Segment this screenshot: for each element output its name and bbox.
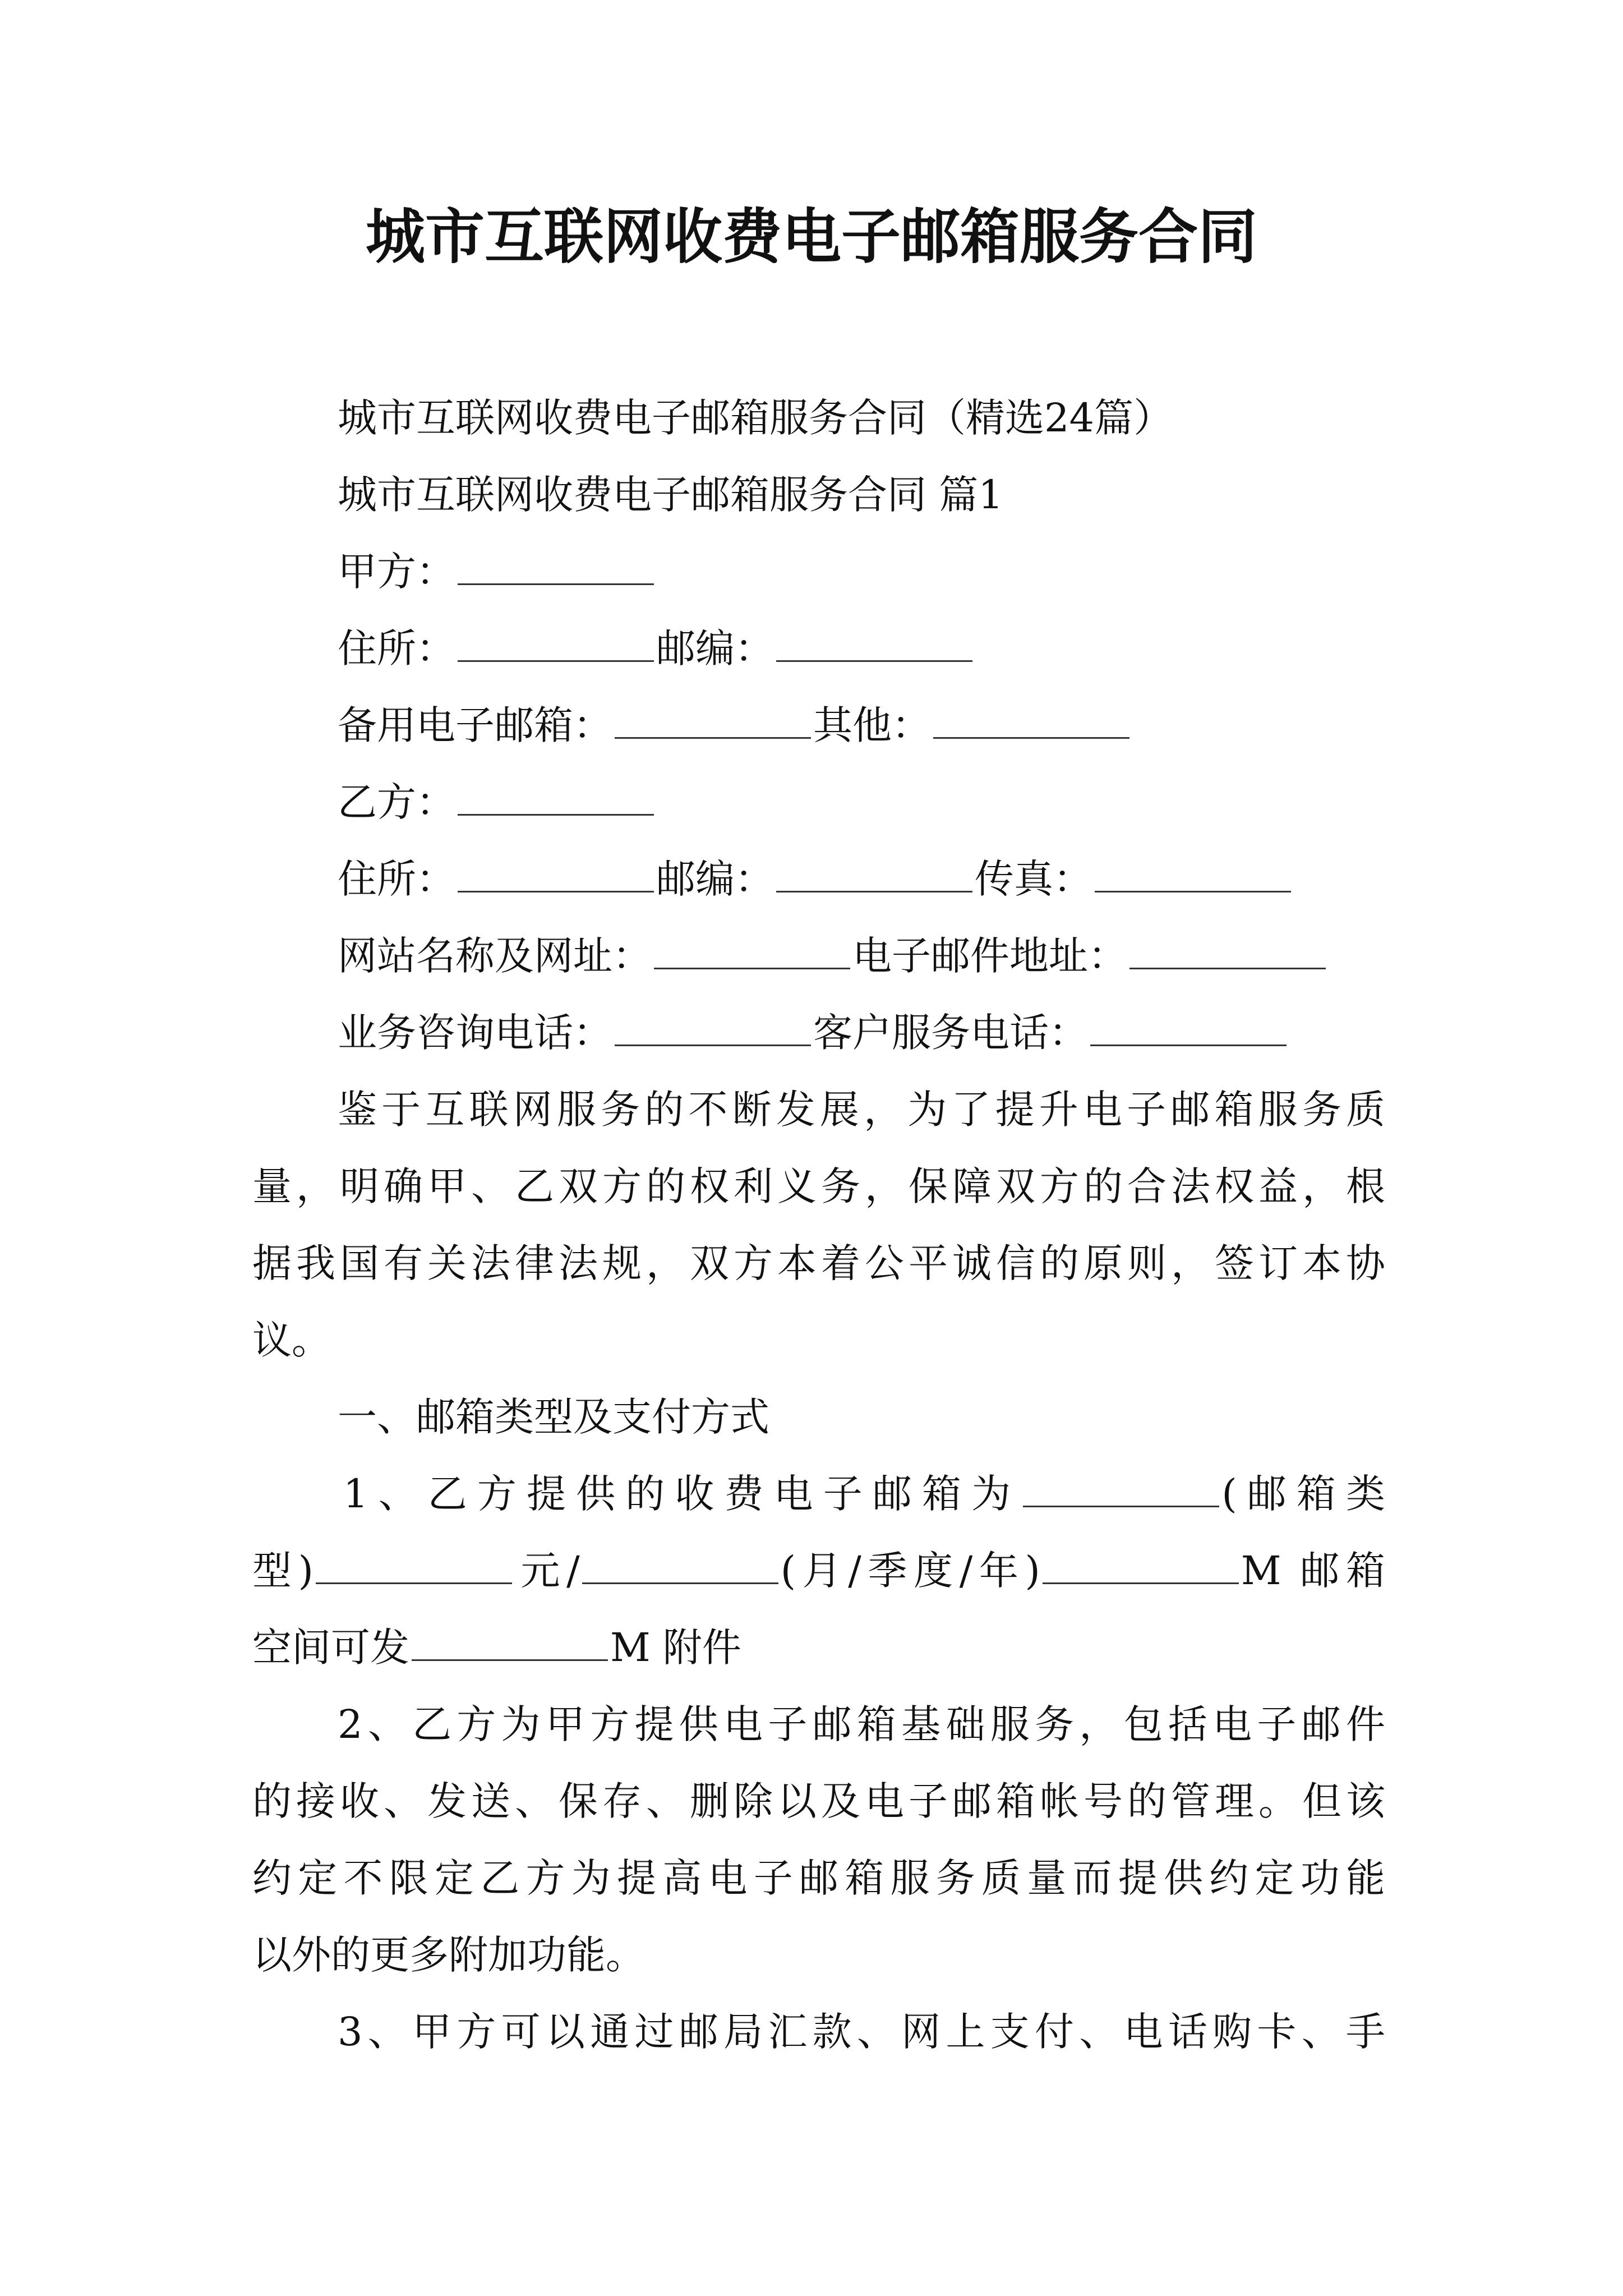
party-a-backup-email-blank xyxy=(615,703,811,739)
party-a-blank xyxy=(458,550,654,585)
item1-attachment-blank xyxy=(412,1626,608,1661)
party-a-line xyxy=(338,544,656,600)
item1-line-1 xyxy=(343,1466,1385,1522)
party-b-consult-phone-blank xyxy=(615,1011,811,1046)
item1-line-2 xyxy=(252,1543,1385,1599)
party-b-consult-phone-label: 业务咨询电话： xyxy=(338,1010,612,1056)
section-heading: 城市互联网收费电子邮箱服务合同 篇1 xyxy=(338,472,1003,518)
party-a-address-line xyxy=(338,620,975,677)
item2-line-1: 2、乙方为甲方提供电子邮箱基础服务，包括电子邮件 xyxy=(338,1701,1385,1747)
item1-text-f: M 邮箱 xyxy=(1241,1548,1385,1594)
item1-period-blank xyxy=(582,1549,778,1584)
party-b-service-phone-label: 客户服务电话： xyxy=(813,1010,1088,1056)
party-b-address-line xyxy=(338,851,1293,907)
party-b-blank xyxy=(458,780,654,816)
party-a-postcode-label: 邮编： xyxy=(656,625,774,671)
party-b-website-blank xyxy=(654,934,850,969)
party-b-address-blank xyxy=(458,857,654,892)
item1-price-blank xyxy=(316,1549,512,1584)
party-a-other-blank xyxy=(933,703,1129,739)
party-b-service-phone-blank xyxy=(1090,1011,1287,1046)
party-b-fax-label: 传真： xyxy=(975,856,1092,902)
party-b-fax-blank xyxy=(1095,857,1291,892)
item1-text-a: 1、乙方提供的收费电子邮箱为 xyxy=(343,1471,1021,1517)
party-a-backup-email-label: 备用电子邮箱： xyxy=(338,702,612,748)
document-subtitle: 城市互联网收费电子邮箱服务合同（精选24篇） xyxy=(338,395,1173,441)
item1-text-g: 空间可发 xyxy=(252,1625,409,1671)
party-b-phone-line xyxy=(338,1005,1289,1061)
party-a-address-label: 住所： xyxy=(338,625,455,671)
item1-text-b: (邮箱类 xyxy=(1221,1471,1385,1517)
preamble-line-1: 鉴于互联网服务的不断发展，为了提升电子邮箱服务质 xyxy=(338,1087,1385,1133)
party-b-postcode-label: 邮编： xyxy=(656,856,774,902)
party-b-postcode-blank xyxy=(776,857,972,892)
item1-line-3 xyxy=(252,1619,741,1676)
party-a-postcode-blank xyxy=(776,627,972,662)
party-b-line xyxy=(338,774,656,830)
item1-mailbox-type-blank xyxy=(1023,1472,1219,1507)
item3-line-1: 3、甲方可以通过邮局汇款、网上支付、电话购卡、手 xyxy=(338,2009,1385,2055)
item1-text-d: 元/ xyxy=(514,1548,580,1594)
item2-line-3: 约定不限定乙方为提高电子邮箱服务质量而提供约定功能 xyxy=(252,1855,1385,1901)
item1-text-h: M 附件 xyxy=(610,1625,741,1671)
item1-text-c: 型) xyxy=(252,1548,313,1594)
party-b-email-label: 电子邮件地址： xyxy=(852,933,1127,979)
party-a-label: 甲方： xyxy=(338,549,455,595)
party-a-other-label: 其他： xyxy=(813,702,931,748)
preamble-line-4: 议。 xyxy=(252,1317,331,1363)
preamble-line-3: 据我国有关法律法规，双方本着公平诚信的原则，签订本协 xyxy=(252,1240,1385,1286)
item1-text-e: (月/季度/年) xyxy=(780,1548,1040,1594)
party-b-label: 乙方： xyxy=(338,779,455,825)
item2-line-4: 以外的更多附加功能。 xyxy=(252,1932,645,1978)
clause1-heading: 一、邮箱类型及支付方式 xyxy=(338,1394,769,1440)
party-b-website-line xyxy=(338,928,1328,984)
party-b-website-label: 网站名称及网址： xyxy=(338,933,652,979)
item2-line-2: 的接收、发送、保存、删除以及电子邮箱帐号的管理。但该 xyxy=(252,1778,1385,1824)
preamble-line-2: 量，明确甲、乙双方的权利义务，保障双方的合法权益，根 xyxy=(252,1163,1385,1209)
party-a-address-blank xyxy=(458,627,654,662)
party-b-email-blank xyxy=(1129,934,1326,969)
document-title: 城市互联网收费电子邮箱服务合同 xyxy=(366,201,1257,272)
item1-space-blank xyxy=(1043,1549,1239,1584)
party-b-address-label: 住所： xyxy=(338,856,455,902)
party-a-email-line xyxy=(338,697,1132,753)
